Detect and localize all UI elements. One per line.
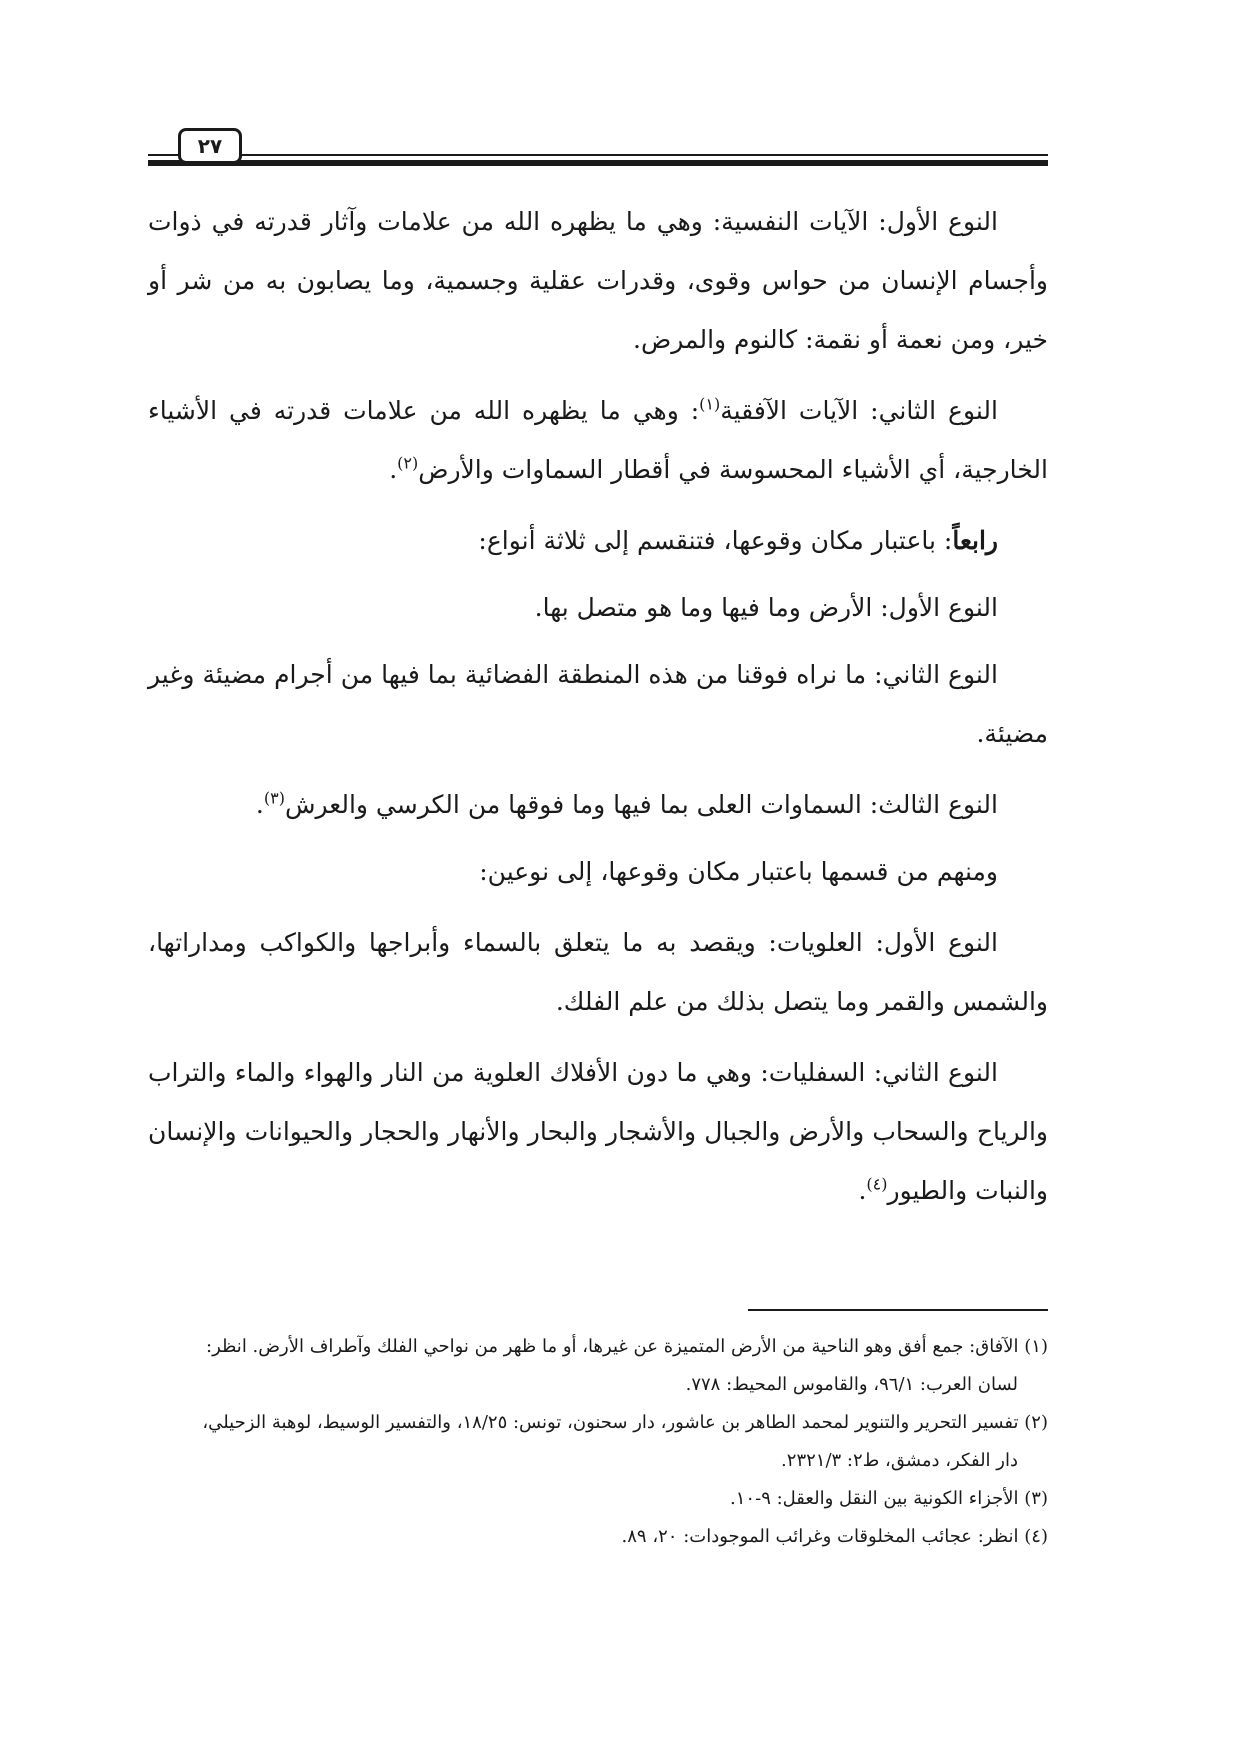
footnote-ref-4[interactable]: (٤) [866, 1174, 888, 1194]
paragraph-9-text-b: . [858, 1176, 867, 1205]
paragraph-7 [148, 842, 1048, 901]
footnote-2-line-2: دار الفكر، دمشق، ط٢: ٢٣٢١/٣. [781, 1450, 1018, 1471]
paragraph-2-text-b: : وهي ما يظهره الله من علامات قدرته في الأشياء الخارجية، أي الأشياء المحسوسة في أقطار السماوات والأرض [148, 396, 1048, 484]
paragraph-3 [148, 511, 1048, 570]
section-label: رابعاً [952, 526, 998, 555]
paragraph-1-text: النوع الأول: الآيات النفسية: وهي ما يظهره الله من علامات وآثار قدرته في ذوات وأجسام الإنسان من حواس وقوى، وقدرات عقلية وجسمية، وما يصابون به من شر أو خير، ومن نعمة أو نقمة: كالنوم والمرض. [148, 207, 1048, 354]
footnote-2 [148, 1404, 1048, 1480]
paragraph-9 [148, 1043, 1048, 1220]
header-rule-thick [148, 160, 1048, 166]
paragraph-6 [148, 775, 1048, 834]
footnote-4 [148, 1518, 1048, 1556]
paragraph-4-text: النوع الأول: الأرض وما فيها وما هو متصل بها. [534, 593, 998, 622]
paragraph-5-text: النوع الثاني: ما نراه فوقنا من هذه المنطقة الفضائية بما فيها من أجرام مضيئة وغير مضيئة. [148, 660, 1048, 748]
footnote-1-line-1: (١) الآفاق: جمع أفق وهو الناحية من الأرض المتميزة عن غيرها، أو ما ظهر من نواحي الفلك وآطراف الأرض. انظر: [206, 1336, 1048, 1357]
paragraph-2 [148, 381, 1048, 499]
paragraph-8 [148, 913, 1048, 1031]
footnote-ref-3[interactable]: (٣) [263, 788, 285, 808]
paragraph-2-text-a: النوع الثاني: الآيات الآفقية [720, 396, 998, 425]
main-text [148, 192, 1048, 1232]
footnote-2-line-1: (٢) تفسير التحرير والتنوير لمحمد الطاهر بن عاشور، دار سحنون، تونس: ١٨/٢٥، والتفسير الوسيط، لوهبة الزحيلي، [202, 1412, 1048, 1433]
paragraph-6-text-b: . [255, 790, 264, 819]
paragraph-1 [148, 192, 1048, 369]
paragraph-6-text-a: النوع الثالث: السماوات العلى بما فيها وما فوقها من الكرسي والعرش [284, 790, 998, 819]
footnote-ref-1[interactable]: (١) [699, 394, 721, 414]
page-header [148, 128, 1048, 170]
page [148, 0, 1048, 1754]
paragraph-9-text-a: النوع الثاني: السفليات: وهي ما دون الأفلاك العلوية من النار والهواء والماء والتراب والرياح والسحاب والأرض والجبال والأشجار والبحار والأنهار والحجار والحيوانات والإنسان والنبات والطيور [148, 1058, 1048, 1205]
footnote-3 [148, 1480, 1048, 1518]
paragraph-3-text: : باعتبار مكان وقوعها، فتنقسم إلى ثلاثة أنواع: [478, 526, 953, 555]
paragraph-8-text: النوع الأول: العلويات: ويقصد به ما يتعلق بالسماء وأبراجها والكواكب ومداراتها، والشمس والقمر وما يتصل بذلك من علم الفلك. [148, 928, 1048, 1016]
footnotes [148, 1328, 1048, 1556]
footnote-3-text: (٣) الأجزاء الكونية بين النقل والعقل: ٩-١٠. [730, 1488, 1048, 1509]
header-rule-thin [148, 154, 1048, 156]
footnote-ref-2[interactable]: (٢) [397, 453, 419, 473]
page-number: ٢٧ [178, 128, 242, 164]
footnote-1 [148, 1328, 1048, 1404]
footnote-4-text: (٤) انظر: عجائب المخلوقات وغرائب الموجودات: ٢٠، ٨٩. [621, 1526, 1048, 1547]
paragraph-5 [148, 645, 1048, 763]
footnote-separator [748, 1309, 1048, 1311]
paragraph-2-text-c: . [389, 455, 398, 484]
paragraph-4 [148, 578, 1048, 637]
footnote-1-line-2: لسان العرب: ٩٦/١، والقاموس المحيط: ٧٧٨. [685, 1374, 1018, 1395]
paragraph-7-text: ومنهم من قسمها باعتبار مكان وقوعها، إلى نوعين: [479, 857, 998, 886]
